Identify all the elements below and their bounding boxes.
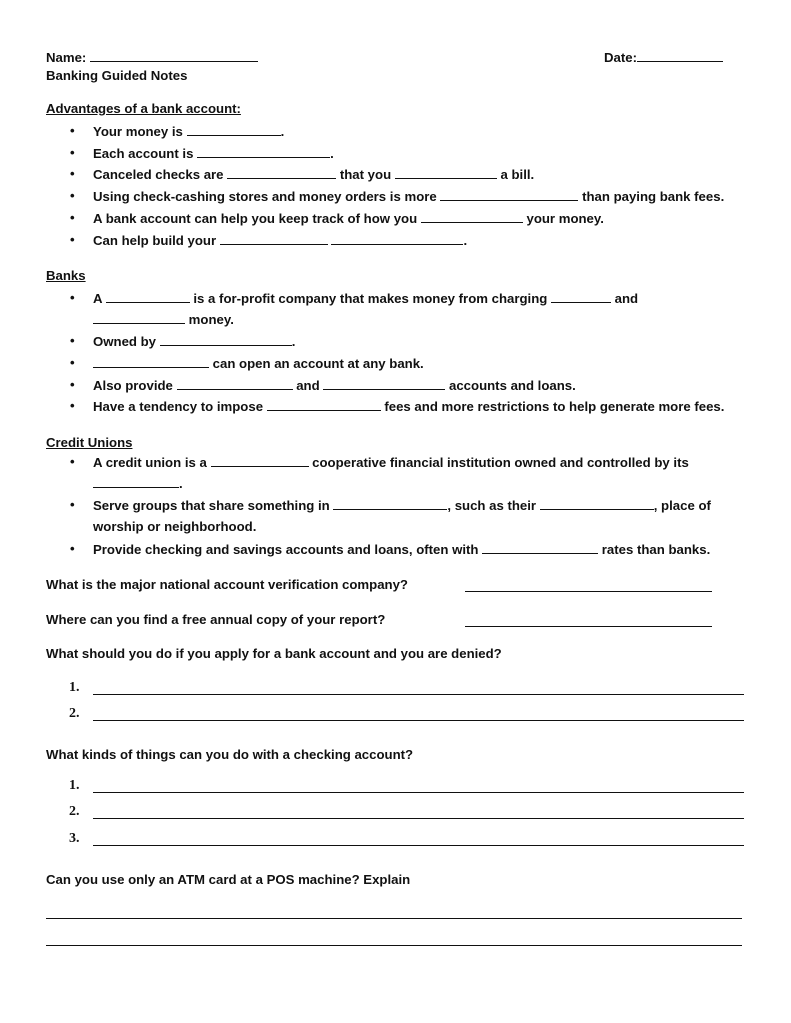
cu-item-2: Serve groups that share something in , such as their , place of (93, 498, 711, 513)
banks-heading: Banks (46, 268, 86, 283)
cu-item-1: A credit union is a cooperative financial institution owned and controlled by its (93, 455, 689, 470)
answer-line[interactable] (93, 817, 744, 819)
advantage-item-4: Using check-cashing stores and money orders is more than paying bank fees. (93, 189, 725, 204)
bullet: • (70, 454, 75, 469)
bullet: • (70, 232, 75, 247)
answer-blank[interactable] (106, 290, 190, 303)
answer-blank[interactable] (220, 232, 328, 245)
bullet: • (70, 541, 75, 556)
answer-blank[interactable] (551, 290, 611, 303)
question-5: Can you use only an ATM card at a POS machine? Explain (46, 872, 411, 887)
bullet: • (70, 355, 75, 370)
answer-blank[interactable] (160, 333, 292, 346)
bullet: • (70, 210, 75, 225)
answer-blank[interactable] (395, 166, 497, 179)
cu-item-2-cont: worship or neighborhood. (93, 519, 257, 534)
answer-line[interactable] (93, 844, 744, 846)
list-number: 1. (69, 680, 80, 695)
list-number: 1. (69, 778, 80, 793)
page-title: Banking Guided Notes (46, 68, 188, 83)
bullet: • (70, 377, 75, 392)
banks-item-5: Have a tendency to impose fees and more restrictions to help generate more fees. (93, 399, 725, 414)
answer-blank[interactable] (187, 123, 281, 136)
advantage-item-3: Canceled checks are that you a bill. (93, 167, 535, 182)
bullet: • (70, 166, 75, 181)
answer-blank[interactable] (323, 377, 445, 390)
answer-line[interactable] (46, 917, 742, 919)
answer-line-q2[interactable] (465, 626, 712, 627)
answer-blank[interactable] (540, 497, 654, 510)
answer-blank[interactable] (267, 398, 381, 411)
bullet: • (70, 145, 75, 160)
name-field[interactable] (90, 49, 258, 62)
question-3: What should you do if you apply for a bank account and you are denied? (46, 646, 502, 661)
answer-blank[interactable] (93, 311, 185, 324)
advantages-heading: Advantages of a bank account: (46, 101, 241, 116)
answer-blank[interactable] (331, 232, 463, 245)
bullet: • (70, 123, 75, 138)
answer-line[interactable] (93, 791, 744, 793)
question-2: Where can you find a free annual copy of your report? (46, 612, 386, 627)
bullet: • (70, 333, 75, 348)
banks-item-4: Also provide and accounts and loans. (93, 378, 576, 393)
answer-line[interactable] (93, 719, 744, 721)
answer-blank[interactable] (333, 497, 447, 510)
answer-line[interactable] (46, 944, 742, 946)
advantage-item-5: A bank account can help you keep track of how you your money. (93, 211, 604, 226)
answer-line-q1[interactable] (465, 591, 712, 592)
answer-blank[interactable] (227, 166, 336, 179)
answer-blank[interactable] (421, 210, 523, 223)
banks-item-3: can open an account at any bank. (93, 355, 424, 371)
bullet: • (70, 188, 75, 203)
name-line (46, 49, 258, 65)
answer-blank[interactable] (197, 145, 330, 158)
name-label: Name: (46, 50, 87, 65)
list-number: 3. (69, 831, 80, 846)
cu-item-3: Provide checking and savings accounts and loans, often with rates than banks. (93, 542, 711, 557)
date-field[interactable] (637, 49, 723, 62)
banks-item-1-cont: money. (93, 311, 234, 327)
answer-blank[interactable] (482, 541, 598, 554)
question-4: What kinds of things can you do with a checking account? (46, 747, 414, 762)
date-label: Date: (604, 50, 637, 65)
banks-item-2: Owned by . (93, 334, 296, 349)
advantage-item-6: Can help build your . (93, 233, 468, 248)
bullet: • (70, 398, 75, 413)
bullet: • (70, 497, 75, 512)
answer-blank[interactable] (211, 454, 309, 467)
answer-line[interactable] (93, 693, 744, 695)
question-1: What is the major national account verification company? (46, 577, 408, 592)
bullet: • (70, 290, 75, 305)
advantage-item-2: Each account is . (93, 146, 334, 161)
advantage-item-1: Your money is . (93, 124, 285, 139)
answer-blank[interactable] (93, 355, 209, 368)
date-line (604, 49, 723, 65)
list-number: 2. (69, 804, 80, 819)
banks-item-1: A is a for-profit company that makes money from charging and (93, 291, 639, 306)
answer-blank[interactable] (440, 188, 578, 201)
cu-item-1-cont: . (93, 475, 183, 491)
answer-blank[interactable] (93, 475, 179, 488)
list-number: 2. (69, 706, 80, 721)
credit-unions-heading: Credit Unions (46, 435, 133, 450)
answer-blank[interactable] (177, 377, 293, 390)
